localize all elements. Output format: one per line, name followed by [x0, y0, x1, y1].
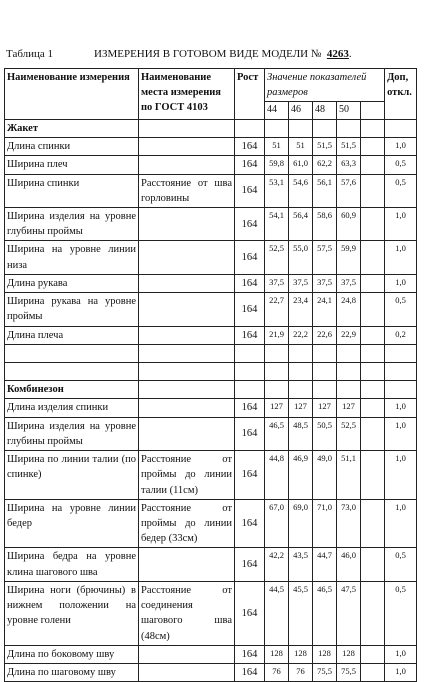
table-title: [94, 48, 352, 60]
empty-cell: [313, 344, 337, 362]
measurement-name: Ширина спинки: [5, 174, 139, 207]
measurement-place: Расстояние от проймы до линии бедер (33см): [139, 499, 235, 548]
value-cell: 75,5: [337, 663, 361, 681]
empty-cell: [361, 156, 385, 174]
height-cell: 164: [235, 399, 265, 417]
value-cell: 44,5: [265, 581, 289, 645]
measurement-place: [139, 326, 235, 344]
empty-cell: [139, 381, 235, 399]
value-cell: 127: [265, 399, 289, 417]
value-cell: 53,1: [265, 174, 289, 207]
empty-cell: [361, 451, 385, 500]
tolerance-cell: 1,0: [385, 241, 417, 274]
height-cell: 164: [235, 138, 265, 156]
tolerance-cell: 1,0: [385, 274, 417, 292]
value-cell: 22,6: [313, 326, 337, 344]
measurement-place: Расстояние от соединения шагового шва (48см): [139, 581, 235, 645]
tolerance-cell: 1,0: [385, 208, 417, 241]
section-row: [5, 381, 417, 399]
tolerance-cell: 0,5: [385, 293, 417, 326]
table-row: [5, 663, 417, 681]
empty-cell: [289, 381, 313, 399]
empty-cell: [361, 138, 385, 156]
empty-cell: [289, 344, 313, 362]
value-cell: 128: [337, 645, 361, 663]
empty-cell: [337, 119, 361, 137]
measurements-table: [4, 68, 417, 682]
section-title: Жакет: [5, 119, 139, 137]
table-row: [5, 274, 417, 292]
measurement-place: [139, 208, 235, 241]
empty-cell: [361, 326, 385, 344]
value-cell: 128: [289, 645, 313, 663]
header-values: Значение показателей размеров: [265, 69, 385, 102]
measurement-place: [139, 548, 235, 581]
measurement-place: [139, 663, 235, 681]
height-cell: 164: [235, 451, 265, 500]
size-empty: [361, 102, 385, 120]
tolerance-cell: 0,5: [385, 581, 417, 645]
value-cell: 46,9: [289, 451, 313, 500]
empty-cell: [361, 499, 385, 548]
value-cell: 44,8: [265, 451, 289, 500]
value-cell: 128: [313, 645, 337, 663]
measurement-name: Ширина по линии талии (по спинке): [5, 451, 139, 500]
measurement-name: Длина по боковому шву: [5, 645, 139, 663]
empty-cell: [337, 381, 361, 399]
value-cell: 24,1: [313, 293, 337, 326]
table-row: [5, 208, 417, 241]
value-cell: 51,1: [337, 451, 361, 500]
height-cell: 164: [235, 663, 265, 681]
empty-cell: [361, 363, 385, 381]
tolerance-cell: 1,0: [385, 663, 417, 681]
table-row: [5, 548, 417, 581]
empty-cell: [361, 399, 385, 417]
value-cell: 59,8: [265, 156, 289, 174]
empty-cell: [265, 381, 289, 399]
table-body: [5, 119, 417, 681]
empty-cell: [265, 119, 289, 137]
value-cell: 67,0: [265, 499, 289, 548]
height-cell: 164: [235, 241, 265, 274]
empty-cell: [235, 344, 265, 362]
value-cell: 56,4: [289, 208, 313, 241]
value-cell: 51,5: [337, 138, 361, 156]
tolerance-cell: 1,0: [385, 417, 417, 450]
table-row: [5, 241, 417, 274]
empty-cell: [361, 119, 385, 137]
value-cell: 44,7: [313, 548, 337, 581]
height-cell: 164: [235, 548, 265, 581]
empty-cell: [385, 344, 417, 362]
height-cell: 164: [235, 645, 265, 663]
empty-cell: [361, 293, 385, 326]
empty-cell: [265, 344, 289, 362]
tolerance-cell: 1,0: [385, 399, 417, 417]
measurement-place: Расстояние от проймы до линии талии (11см): [139, 451, 235, 500]
value-cell: 22,2: [289, 326, 313, 344]
value-cell: 127: [337, 399, 361, 417]
tolerance-cell: 0,2: [385, 326, 417, 344]
value-cell: 52,5: [337, 417, 361, 450]
empty-cell: [385, 381, 417, 399]
value-cell: 61,0: [289, 156, 313, 174]
measurement-name: Ширина рукава на уровне проймы: [5, 293, 139, 326]
title-end: .: [348, 48, 352, 60]
measurement-name: Длина плеча: [5, 326, 139, 344]
tolerance-cell: 1,0: [385, 499, 417, 548]
value-cell: 46,0: [337, 548, 361, 581]
value-cell: 75,5: [313, 663, 337, 681]
table-row: [5, 293, 417, 326]
value-cell: 63,3: [337, 156, 361, 174]
empty-cell: [289, 363, 313, 381]
measurement-name: Ширина плеч: [5, 156, 139, 174]
empty-cell: [361, 274, 385, 292]
value-cell: 59,9: [337, 241, 361, 274]
value-cell: 128: [265, 645, 289, 663]
value-cell: 37,5: [313, 274, 337, 292]
empty-cell: [5, 363, 139, 381]
empty-cell: [361, 417, 385, 450]
value-cell: 71,0: [313, 499, 337, 548]
table-row: [5, 156, 417, 174]
table-row: [5, 499, 417, 548]
table-row: [5, 326, 417, 344]
value-cell: 54,6: [289, 174, 313, 207]
value-cell: 24,8: [337, 293, 361, 326]
empty-cell: [235, 381, 265, 399]
value-cell: 37,5: [289, 274, 313, 292]
size-44: 44: [265, 102, 289, 120]
value-cell: 127: [313, 399, 337, 417]
value-cell: 58,6: [313, 208, 337, 241]
measurement-name: Ширина изделия на уровне глубины проймы: [5, 417, 139, 450]
measurement-place: [139, 138, 235, 156]
value-cell: 22,7: [265, 293, 289, 326]
tolerance-cell: 1,0: [385, 645, 417, 663]
measurement-name: Ширина изделия на уровне глубины проймы: [5, 208, 139, 241]
value-cell: 76: [289, 663, 313, 681]
height-cell: 164: [235, 417, 265, 450]
height-cell: 164: [235, 274, 265, 292]
empty-cell: [337, 363, 361, 381]
header-name: Наименование измерения: [5, 69, 139, 120]
value-cell: 73,0: [337, 499, 361, 548]
tolerance-cell: 0,5: [385, 156, 417, 174]
empty-cell: [385, 363, 417, 381]
empty-cell: [337, 344, 361, 362]
measurement-name: Ширина ноги (брючины) в нижнем положении на уровне голени: [5, 581, 139, 645]
tolerance-cell: 1,0: [385, 138, 417, 156]
value-cell: 56,1: [313, 174, 337, 207]
size-50: 50: [337, 102, 361, 120]
value-cell: 57,5: [313, 241, 337, 274]
height-cell: 164: [235, 174, 265, 207]
value-cell: 50,5: [313, 417, 337, 450]
empty-cell: [361, 548, 385, 581]
empty-cell: [289, 119, 313, 137]
value-cell: 43,5: [289, 548, 313, 581]
empty-cell: [235, 363, 265, 381]
measurement-place: [139, 156, 235, 174]
empty-cell: [361, 663, 385, 681]
value-cell: 23,4: [289, 293, 313, 326]
header-place: Наименование места измерения по ГОСТ 4103: [139, 69, 235, 120]
header-height: Рост: [235, 69, 265, 120]
empty-cell: [361, 174, 385, 207]
title-text: ИЗМЕРЕНИЯ В ГОТОВОМ ВИДЕ МОДЕЛИ №: [94, 48, 322, 60]
value-cell: 37,5: [265, 274, 289, 292]
empty-cell: [5, 344, 139, 362]
empty-cell: [361, 381, 385, 399]
size-48: 48: [313, 102, 337, 120]
empty-cell: [385, 119, 417, 137]
measurement-name: Длина по шаговому шву: [5, 663, 139, 681]
value-cell: 46,5: [265, 417, 289, 450]
table-row: [5, 417, 417, 450]
empty-cell: [139, 344, 235, 362]
tolerance-cell: 0,5: [385, 174, 417, 207]
model-number: 4263: [326, 48, 349, 60]
value-cell: 60,9: [337, 208, 361, 241]
table-row: [5, 645, 417, 663]
height-cell: 164: [235, 208, 265, 241]
height-cell: 164: [235, 293, 265, 326]
value-cell: 48,5: [289, 417, 313, 450]
value-cell: 54,1: [265, 208, 289, 241]
value-cell: 51: [265, 138, 289, 156]
value-cell: 69,0: [289, 499, 313, 548]
empty-cell: [361, 344, 385, 362]
measurement-place: [139, 241, 235, 274]
header-tolerance: Доп, откл.: [385, 69, 417, 120]
measurement-name: Длина спинки: [5, 138, 139, 156]
value-cell: 57,6: [337, 174, 361, 207]
table-row: [5, 399, 417, 417]
empty-cell: [139, 119, 235, 137]
size-46: 46: [289, 102, 313, 120]
value-cell: 52,5: [265, 241, 289, 274]
height-cell: 164: [235, 499, 265, 548]
value-cell: 76: [265, 663, 289, 681]
empty-cell: [361, 208, 385, 241]
measurement-place: [139, 274, 235, 292]
empty-row: [5, 363, 417, 381]
table-row: [5, 451, 417, 500]
value-cell: 45,5: [289, 581, 313, 645]
height-cell: 164: [235, 326, 265, 344]
empty-cell: [361, 645, 385, 663]
value-cell: 47,5: [337, 581, 361, 645]
table-label: Таблица 1: [6, 48, 54, 60]
measurement-name: Длина рукава: [5, 274, 139, 292]
empty-row: [5, 344, 417, 362]
value-cell: 46,5: [313, 581, 337, 645]
value-cell: 51: [289, 138, 313, 156]
value-cell: 42,2: [265, 548, 289, 581]
height-cell: 164: [235, 581, 265, 645]
value-cell: 49,0: [313, 451, 337, 500]
empty-cell: [139, 363, 235, 381]
measurement-name: Длина изделия спинки: [5, 399, 139, 417]
value-cell: 55,0: [289, 241, 313, 274]
empty-cell: [235, 119, 265, 137]
section-row: [5, 119, 417, 137]
value-cell: 37,5: [337, 274, 361, 292]
table-row: [5, 138, 417, 156]
measurement-name: Ширина на уровне линии бедер: [5, 499, 139, 548]
value-cell: 62,2: [313, 156, 337, 174]
measurement-place: [139, 399, 235, 417]
measurement-name: Ширина на уровне линии низа: [5, 241, 139, 274]
table-row: [5, 174, 417, 207]
measurement-place: Расстояние от шва горловины: [139, 174, 235, 207]
measurement-place: [139, 417, 235, 450]
empty-cell: [361, 241, 385, 274]
measurement-name: Ширина бедра на уровне клина шагового шва: [5, 548, 139, 581]
empty-cell: [313, 119, 337, 137]
value-cell: 51,5: [313, 138, 337, 156]
empty-cell: [265, 363, 289, 381]
tolerance-cell: 1,0: [385, 451, 417, 500]
value-cell: 22,9: [337, 326, 361, 344]
empty-cell: [313, 363, 337, 381]
height-cell: 164: [235, 156, 265, 174]
tolerance-cell: 0,5: [385, 548, 417, 581]
section-title: Комбинезон: [5, 381, 139, 399]
measurement-place: [139, 645, 235, 663]
measurement-place: [139, 293, 235, 326]
empty-cell: [313, 381, 337, 399]
value-cell: 21,9: [265, 326, 289, 344]
table-caption: [6, 48, 418, 62]
value-cell: 127: [289, 399, 313, 417]
